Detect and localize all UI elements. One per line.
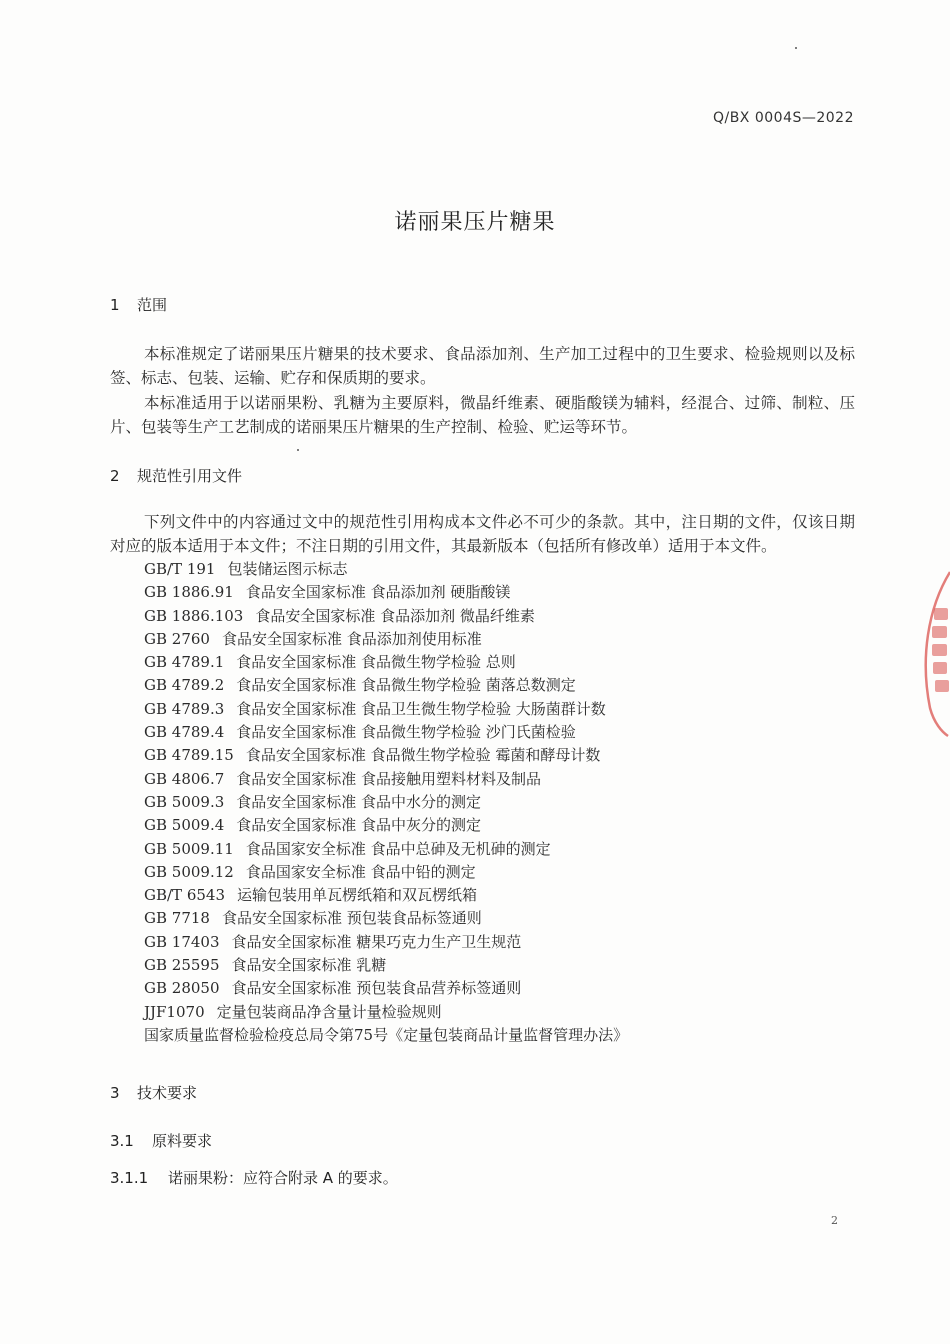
reference-code: GB 5009.4 [144, 816, 225, 835]
reference-item [144, 1001, 844, 1024]
reference-title: 国家质量监督检验检疫总局令第75号《定量包装商品计量监督管理办法》 [144, 1025, 629, 1044]
reference-title: 食品安全国家标准 糖果巧克力生产卫生规范 [231, 932, 522, 951]
section-3-1-number: 3.1 [110, 1132, 134, 1150]
reference-code: GB 5009.12 [144, 862, 234, 881]
section-3-1-heading [110, 1130, 212, 1151]
reference-title: 运输包装用单瓦楞纸箱和双瓦楞纸箱 [237, 886, 478, 905]
reference-item [144, 884, 844, 907]
reference-title: 食品安全国家标准 食品微生物学检验 菌落总数测定 [236, 676, 576, 695]
reference-title: 食品安全国家标准 预包装食品标签通则 [221, 909, 482, 928]
section-2-number: 2 [110, 467, 120, 485]
section-3-number: 3 [110, 1084, 120, 1102]
reference-code: GB 7718 [144, 909, 210, 928]
section-2-title: 规范性引用文件 [137, 467, 243, 485]
section-1-paragraph-2: 本标准适用于以诺丽果粉、乳糖为主要原料，微晶纤维素、硬脂酸镁为辅料，经混合、过筛、制粒、压片、包装等生产工艺制成的诺丽果压片糖果的生产控制、检验、贮运等环节。 [110, 394, 855, 436]
company-seal-stamp [908, 568, 950, 738]
reference-title: 定量包装商品净含量计量检验规则 [216, 1002, 442, 1021]
reference-title: 食品国家安全标准 食品中铅的测定 [245, 862, 476, 881]
reference-title: 食品安全国家标准 乳糖 [231, 956, 387, 975]
reference-code: GB 4789.3 [144, 699, 225, 718]
reference-item [144, 931, 844, 954]
reference-title: 食品安全国家标准 食品卫生微生物学检验 大肠菌群计数 [236, 699, 606, 718]
section-3-1-1-number: 3.1.1 [110, 1169, 149, 1187]
reference-item [144, 651, 844, 674]
reference-code: GB 25595 [144, 956, 220, 975]
reference-item [144, 698, 844, 721]
reference-code: GB/T 6543 [144, 886, 226, 905]
reference-item [144, 768, 844, 791]
section-1-paragraph-1: 本标准规定了诺丽果压片糖果的技术要求、食品添加剂、生产加工过程中的卫生要求、检验规则以及标签、标志、包装、运输、贮存和保质期的要求。 [110, 345, 855, 387]
reference-item [144, 628, 844, 651]
reference-code: GB 5009.3 [144, 792, 225, 811]
page-number: 2 [831, 1214, 838, 1227]
reference-title: 食品安全国家标准 食品添加剂 微晶纤维素 [255, 606, 535, 625]
reference-item [144, 558, 844, 581]
reference-code: GB 4789.1 [144, 653, 225, 672]
reference-title: 包装储运图示标志 [227, 560, 348, 578]
section-3-1-1-text: 诺丽果粉：应符合附录 A 的要求。 [168, 1169, 398, 1187]
section-1-number: 1 [110, 296, 120, 314]
reference-title: 食品安全国家标准 食品微生物学检验 霉菌和酵母计数 [245, 746, 601, 765]
section-3-title: 技术要求 [137, 1084, 198, 1102]
reference-code: GB/T 191 [144, 560, 216, 578]
reference-code: GB 17403 [144, 932, 220, 951]
section-3-heading [110, 1082, 197, 1103]
reference-title: 食品安全国家标准 食品中灰分的测定 [236, 816, 482, 835]
reference-list [144, 558, 844, 1047]
reference-title: 食品国家安全标准 食品中总砷及无机砷的测定 [245, 839, 551, 858]
section-3-1-title: 原料要求 [152, 1132, 213, 1150]
reference-title: 食品安全国家标准 食品添加剂使用标准 [221, 629, 482, 648]
reference-item [144, 814, 844, 837]
reference-title: 食品安全国家标准 食品添加剂 硬脂酸镁 [245, 583, 511, 602]
reference-item [144, 791, 844, 814]
reference-item [144, 674, 844, 697]
reference-item [144, 954, 844, 977]
section-1-heading [110, 294, 167, 315]
reference-code: GB 4789.15 [144, 746, 234, 765]
section-2-intro: 下列文件中的内容通过文中的规范性引用构成本文件必不可少的条款。其中，注日期的文件，仅该日期对应的版本适用于本文件；不注日期的引用文件，其最新版本（包括所有修改单）适用于本文件。 [110, 513, 855, 555]
reference-code: GB 28050 [144, 979, 220, 998]
reference-item [144, 605, 844, 628]
reference-code: GB 4806.7 [144, 769, 225, 788]
reference-item [144, 1024, 844, 1047]
scan-speck [795, 47, 797, 49]
reference-code: GB 4789.2 [144, 676, 225, 695]
reference-item [144, 744, 844, 767]
reference-item [144, 838, 844, 861]
reference-code: GB 5009.11 [144, 839, 234, 858]
section-2-heading [110, 465, 242, 486]
reference-code: GB 2760 [144, 629, 210, 648]
document-title: 诺丽果压片糖果 [394, 210, 556, 235]
reference-item [144, 907, 844, 930]
reference-title: 食品安全国家标准 食品微生物学检验 总则 [236, 653, 516, 672]
reference-item [144, 721, 844, 744]
reference-title: 食品安全国家标准 预包装食品营养标签通则 [231, 979, 522, 998]
reference-code: GB 4789.4 [144, 723, 225, 742]
reference-item [144, 861, 844, 884]
section-3-1-1-clause [110, 1167, 398, 1188]
reference-code: GB 1886.91 [144, 583, 234, 602]
reference-code: JJF1070 [144, 1002, 205, 1021]
document-code: Q/BX 0004S—2022 [712, 110, 854, 126]
reference-code: GB 1886.103 [144, 606, 244, 625]
reference-title: 食品安全国家标准 食品接触用塑料材料及制品 [236, 769, 542, 788]
scan-speck [297, 449, 299, 451]
reference-title: 食品安全国家标准 食品中水分的测定 [236, 792, 482, 811]
reference-item [144, 581, 844, 604]
reference-item [144, 977, 844, 1000]
reference-title: 食品安全国家标准 食品微生物学检验 沙门氏菌检验 [236, 723, 576, 742]
section-1-title: 范围 [137, 296, 168, 314]
